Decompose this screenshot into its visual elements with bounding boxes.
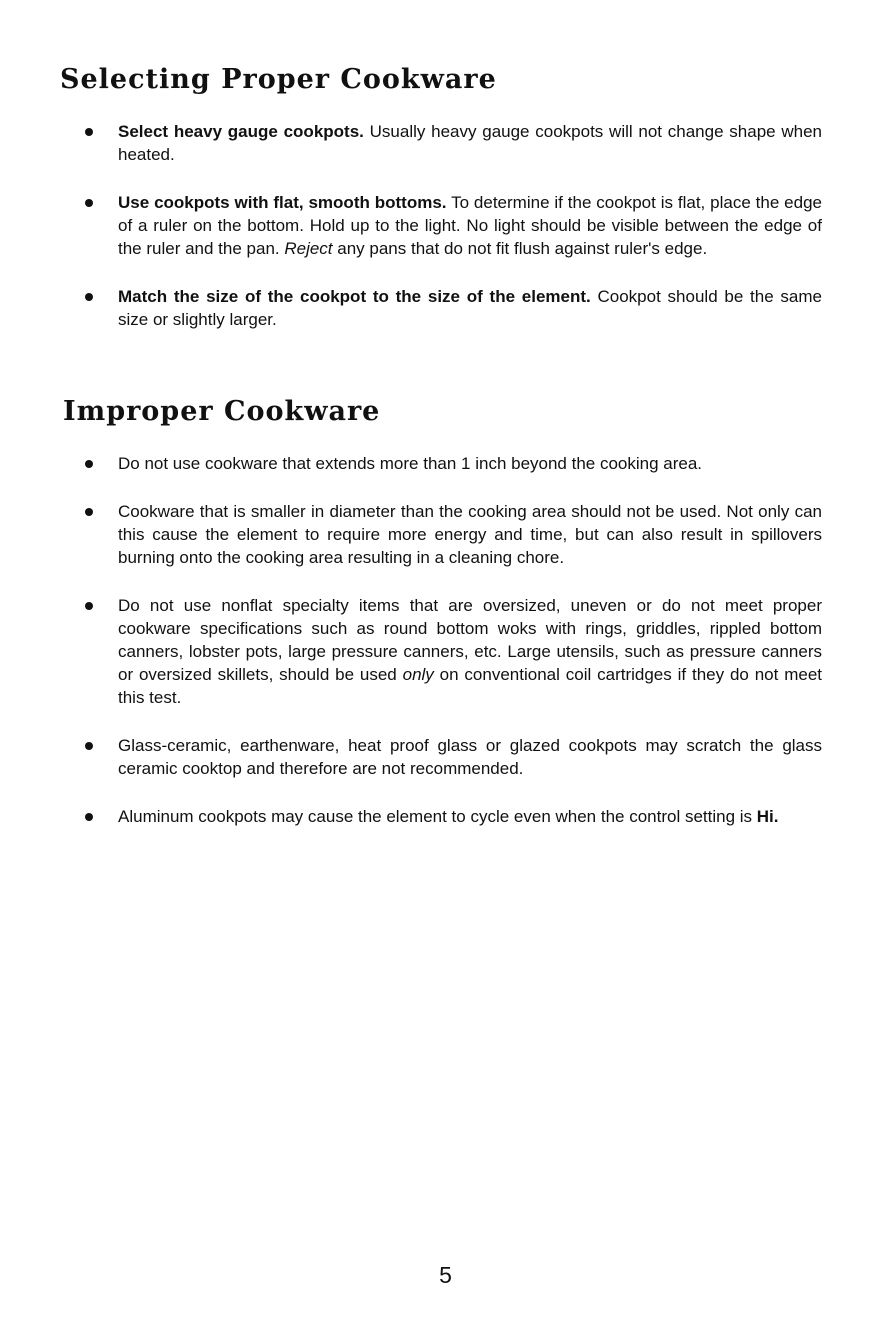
list-item: [118, 734, 822, 780]
bullet-icon: [85, 293, 93, 301]
bullet-icon: [85, 813, 93, 821]
item-text: To determine if the cookpot is flat, place the edge of a ruler on the bottom. Hold up to the light. No light should be visible between the edge of the ruler and the pan.: [118, 193, 822, 258]
list-item: [118, 285, 822, 331]
selecting-cookware-list: [0, 120, 891, 331]
bullet-icon: [85, 742, 93, 750]
list-item: [118, 594, 822, 709]
list-item: [118, 120, 822, 166]
bullet-icon: [85, 602, 93, 610]
item-text-continued: on conventional coil cartridges if they do not meet this test.: [118, 665, 823, 707]
item-text: Do not use nonflat specialty items that are oversized, uneven or do not meet proper cookware specifications such as round bottom woks with rings, griddles, rippled bottom canners, lobster pots, large pressure canners, etc. Large utensils, such as pressure canners or oversized skillets, should be used: [118, 596, 822, 684]
item-text: Cookware that is smaller in diameter than the cooking area should not be used. Not only can this cause the element to require more energy and time, but can also result in spillovers burning onto the cooking area resulting in a cleaning chore.: [118, 502, 822, 567]
list-item: [118, 191, 822, 260]
section-heading-improper-cookware: Improper Cookware: [63, 396, 381, 427]
item-text: Do not use cookware that extends more than 1 inch beyond the cooking area.: [118, 454, 703, 473]
page-number: 5: [439, 1262, 452, 1288]
list-item: [118, 452, 822, 475]
item-text-continued: any pans that do not fit flush against ruler's edge.: [332, 239, 708, 258]
item-bold-lead: Select heavy gauge cookpots.: [118, 122, 364, 141]
item-italic-emphasis: Reject: [284, 239, 333, 258]
bullet-icon: [85, 128, 93, 136]
list-item: [118, 500, 822, 569]
improper-cookware-list: [0, 452, 891, 828]
bullet-icon: [85, 199, 93, 207]
item-bold-lead: Match the size of the cookpot to the size of the element.: [118, 287, 591, 306]
list-item: [118, 805, 822, 828]
bullet-icon: [85, 460, 93, 468]
item-bold-lead: Use cookpots with flat, smooth bottoms.: [118, 193, 447, 212]
item-text: Cookpot should be the same size or slightly larger.: [118, 287, 822, 329]
section-heading-selecting-proper-cookware: Selecting Proper Cookware: [60, 64, 497, 95]
item-text: Glass-ceramic, earthenware, heat proof glass or glazed cookpots may scratch the glass ceramic cooktop and therefore are not recommended.: [118, 736, 822, 778]
item-italic-emphasis: only: [402, 665, 434, 684]
item-bold-setting: Hi.: [756, 807, 779, 826]
bullet-icon: [85, 508, 93, 516]
item-text: Usually heavy gauge cookpots will not change shape when heated.: [118, 122, 822, 164]
item-text: Aluminum cookpots may cause the element to cycle even when the control setting is: [118, 807, 757, 826]
